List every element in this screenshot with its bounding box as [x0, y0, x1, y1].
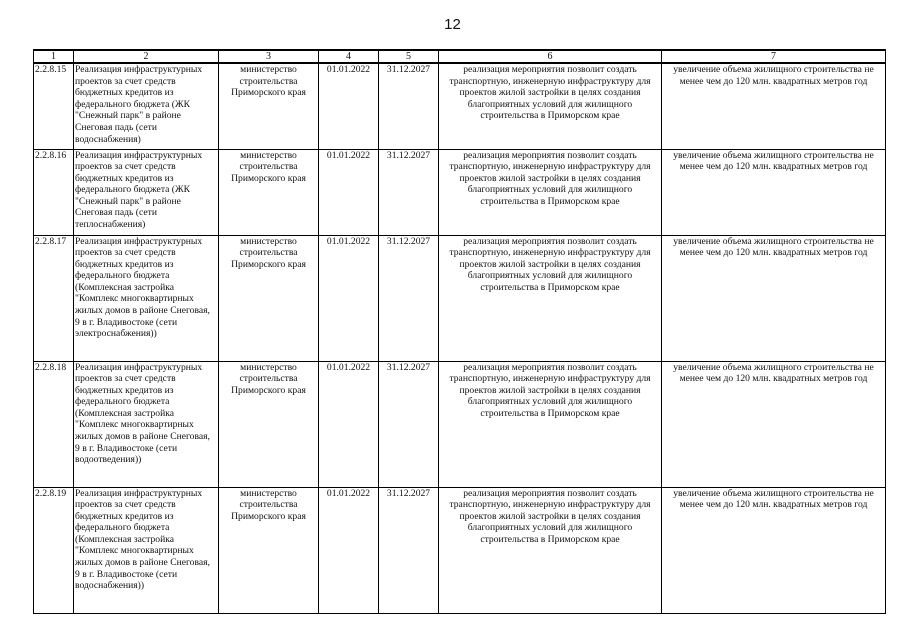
end-date: 31.12.2027	[379, 487, 439, 613]
expected-result: увеличение объема жилищного строительства не менее чем до 120 млн. квадратных метров год	[662, 63, 886, 149]
expected-result: увеличение объема жилищного строительства не менее чем до 120 млн. квадратных метров год	[662, 235, 886, 361]
end-date: 31.12.2027	[379, 361, 439, 487]
row-number: 2.2.8.17	[34, 235, 74, 361]
table-row	[34, 235, 886, 361]
table-row	[34, 487, 886, 613]
executor: министерство строительства Приморского края	[219, 487, 319, 613]
expected-effect: реализация мероприятия позволит создать транспортную, инженерную инфраструктуру для проектов жилой застройки в целях создания благоприятных условий для жилищного строительства в Приморском крае	[439, 63, 662, 149]
executor: министерство строительства Приморского края	[219, 149, 319, 235]
table-row	[34, 63, 886, 149]
column-header: 6	[439, 50, 662, 63]
table-header-row	[34, 50, 886, 63]
measure-name: Реализация инфраструктурных проектов за счет средств бюджетных кредитов из федерального бюджета (Комплексная застройка "Комплекс многоквартирных жилых домов в районе Снеговая, 9 в г. Владивостоке (сети водоотведения))	[74, 361, 219, 487]
measure-name: Реализация инфраструктурных проектов за счет средств бюджетных кредитов из федерального бюджета (Комплексная застройка "Комплекс многоквартирных жилых домов в районе Снеговая, 9 в г. Владивостоке (сети водоснабжения))	[74, 487, 219, 613]
expected-effect: реализация мероприятия позволит создать транспортную, инженерную инфраструктуру для проектов жилой застройки в целях создания благоприятных условий для жилищного строительства в Приморском крае	[439, 487, 662, 613]
end-date: 31.12.2027	[379, 63, 439, 149]
table-row	[34, 361, 886, 487]
table-row	[34, 149, 886, 235]
row-number: 2.2.8.18	[34, 361, 74, 487]
column-header: 2	[74, 50, 219, 63]
start-date: 01.01.2022	[319, 487, 379, 613]
measures-table	[33, 49, 886, 614]
row-number: 2.2.8.16	[34, 149, 74, 235]
start-date: 01.01.2022	[319, 361, 379, 487]
expected-result: увеличение объема жилищного строительства не менее чем до 120 млн. квадратных метров год	[662, 361, 886, 487]
column-header: 7	[662, 50, 886, 63]
executor: министерство строительства Приморского края	[219, 235, 319, 361]
row-number: 2.2.8.19	[34, 487, 74, 613]
row-number: 2.2.8.15	[34, 63, 74, 149]
column-header: 5	[379, 50, 439, 63]
measure-name: Реализация инфраструктурных проектов за счет средств бюджетных кредитов из федерального бюджета (ЖК "Снежный парк" в районе Снеговая падь (сети водоснабжения)	[74, 63, 219, 149]
column-header: 1	[34, 50, 74, 63]
expected-effect: реализация мероприятия позволит создать транспортную, инженерную инфраструктуру для проектов жилой застройки в целях создания благоприятных условий для жилищного строительства в Приморском крае	[439, 235, 662, 361]
expected-effect: реализация мероприятия позволит создать транспортную, инженерную инфраструктуру для проектов жилой застройки в целях создания благоприятных условий для жилищного строительства в Приморском крае	[439, 149, 662, 235]
measure-name: Реализация инфраструктурных проектов за счет средств бюджетных кредитов из федерального бюджета (Комплексная застройка "Комплекс многоквартирных жилых домов в районе Снеговая, 9 в г. Владивостоке (сети электроснабжения))	[74, 235, 219, 361]
expected-result: увеличение объема жилищного строительства не менее чем до 120 млн. квадратных метров год	[662, 487, 886, 613]
executor: министерство строительства Приморского края	[219, 361, 319, 487]
start-date: 01.01.2022	[319, 63, 379, 149]
page-number: 12	[444, 16, 461, 33]
expected-effect: реализация мероприятия позволит создать транспортную, инженерную инфраструктуру для проектов жилой застройки в целях создания благоприятных условий для жилищного строительства в Приморском крае	[439, 361, 662, 487]
expected-result: увеличение объема жилищного строительства не менее чем до 120 млн. квадратных метров год	[662, 149, 886, 235]
measure-name: Реализация инфраструктурных проектов за счет средств бюджетных кредитов из федерального бюджета (ЖК "Снежный парк" в районе Снеговая падь (сети теплоснабжения)	[74, 149, 219, 235]
executor: министерство строительства Приморского края	[219, 63, 319, 149]
start-date: 01.01.2022	[319, 149, 379, 235]
start-date: 01.01.2022	[319, 235, 379, 361]
end-date: 31.12.2027	[379, 149, 439, 235]
end-date: 31.12.2027	[379, 235, 439, 361]
column-header: 3	[219, 50, 319, 63]
column-header: 4	[319, 50, 379, 63]
